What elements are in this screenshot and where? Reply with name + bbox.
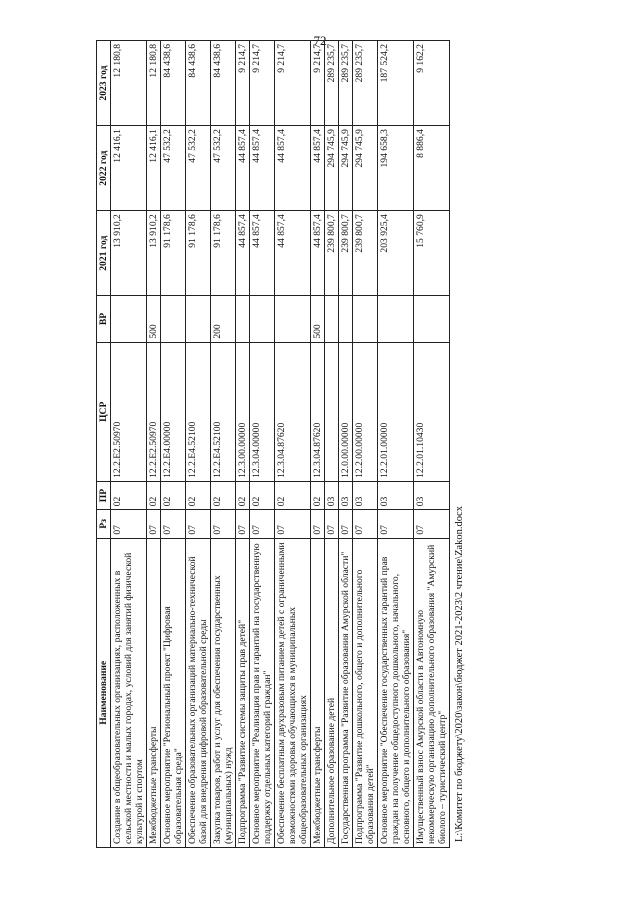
cell-2022: 47 532,2 xyxy=(161,126,186,211)
table-row xyxy=(186,41,211,848)
cell-pr: 03 xyxy=(325,481,339,509)
rotated-content xyxy=(96,40,465,848)
cell-2023: 289 235,7 xyxy=(325,41,339,126)
cell-pr: 02 xyxy=(211,481,236,509)
cell-2021: 44 857,4 xyxy=(311,211,325,296)
cell-pr: 02 xyxy=(111,481,147,509)
table-row xyxy=(161,41,186,848)
header-2023: 2023 год xyxy=(97,41,111,126)
cell-vr xyxy=(250,296,275,342)
cell-2022: 8 886,4 xyxy=(414,126,450,211)
table-row xyxy=(353,41,378,848)
cell-2021: 239 800,7 xyxy=(339,211,353,296)
header-pr: ПР xyxy=(97,481,111,509)
cell-2023: 9 214,7 xyxy=(250,41,275,126)
file-path-footer: L:\Комитет по бюджету\2020\закон\бюджет 2021-2023\2 чтение\Zakon.docx xyxy=(454,506,465,842)
cell-2022: 12 416,1 xyxy=(111,126,147,211)
cell-name: Дополнительное образование детей xyxy=(325,538,339,847)
cell-vr xyxy=(275,296,311,342)
cell-2023: 84 438,6 xyxy=(211,41,236,126)
cell-csr: 12.3.00.00000 xyxy=(236,342,250,481)
cell-2023: 9 214,7 xyxy=(236,41,250,126)
cell-2021: 44 857,4 xyxy=(250,211,275,296)
table-row xyxy=(378,41,414,848)
cell-pr: 02 xyxy=(250,481,275,509)
cell-2023: 9 214,7 xyxy=(275,41,311,126)
cell-pr: 03 xyxy=(414,481,450,509)
cell-2023: 289 235,7 xyxy=(339,41,353,126)
cell-rz: 07 xyxy=(275,510,311,538)
cell-2021: 44 857,4 xyxy=(275,211,311,296)
cell-2021: 91 178,6 xyxy=(211,211,236,296)
cell-2022: 12 416,1 xyxy=(147,126,161,211)
cell-vr xyxy=(414,296,450,342)
cell-vr: 200 xyxy=(211,296,236,342)
cell-vr xyxy=(186,296,211,342)
page-number: 72 xyxy=(313,33,327,48)
cell-2022: 294 745,9 xyxy=(339,126,353,211)
cell-2022: 44 857,4 xyxy=(311,126,325,211)
cell-2021: 44 857,4 xyxy=(236,211,250,296)
cell-name: Государственная программа "Развитие образования Амурской области" xyxy=(339,538,353,847)
budget-table xyxy=(96,40,450,848)
cell-name: Основное мероприятие "Обеспечение государственных гарантий прав граждан на получение общедоступного дошкольного, начального, основного, общего и дополнительного образования" xyxy=(378,538,414,847)
cell-csr: 12.0.00.00000 xyxy=(339,342,353,481)
cell-2021: 239 800,7 xyxy=(353,211,378,296)
cell-name: Основное мероприятие "Реализация прав и гарантий на государственную поддержку отдельных категорий граждан" xyxy=(250,538,275,847)
cell-csr: 12.2.E4.52100 xyxy=(186,342,211,481)
cell-name: Закупка товаров, работ и услуг для обеспечения государственных (муниципальных) нужд xyxy=(211,538,236,847)
cell-rz: 07 xyxy=(378,510,414,538)
table-row xyxy=(147,41,161,848)
cell-csr: 12.2.00.00000 xyxy=(353,342,378,481)
cell-2021: 13 910,2 xyxy=(111,211,147,296)
cell-csr: 12.3.04.00000 xyxy=(250,342,275,481)
header-csr: ЦСР xyxy=(97,342,111,481)
cell-pr: 02 xyxy=(236,481,250,509)
cell-2022: 294 745,9 xyxy=(325,126,339,211)
cell-name: Обеспечение бесплатным двухразовым питанием детей с ограниченными возможностями здоровья обучающихся в муниципальных общеобразовательных организациях xyxy=(275,538,311,847)
table-row xyxy=(339,41,353,848)
cell-rz: 07 xyxy=(186,510,211,538)
cell-2022: 47 532,2 xyxy=(211,126,236,211)
table-row xyxy=(414,41,450,848)
cell-rz: 07 xyxy=(250,510,275,538)
cell-2021: 203 925,4 xyxy=(378,211,414,296)
cell-name: Межбюджетные трансферты xyxy=(147,538,161,847)
cell-rz: 07 xyxy=(339,510,353,538)
cell-vr xyxy=(111,296,147,342)
cell-2022: 44 857,4 xyxy=(275,126,311,211)
cell-vr xyxy=(161,296,186,342)
cell-name: Создание в общеобразовательных организациях, расположенных в сельской местности и малых городах, условий для занятий физической культурой и спортом xyxy=(111,538,147,847)
cell-csr: 12.2.01.10430 xyxy=(414,342,450,481)
cell-2021: 91 178,6 xyxy=(186,211,211,296)
cell-vr xyxy=(339,296,353,342)
table-row xyxy=(236,41,250,848)
cell-vr xyxy=(325,296,339,342)
cell-rz: 07 xyxy=(147,510,161,538)
cell-2021: 13 910,2 xyxy=(147,211,161,296)
cell-2021: 239 800,7 xyxy=(325,211,339,296)
cell-2023: 84 438,6 xyxy=(186,41,211,126)
cell-2023: 9 214,7 xyxy=(311,41,325,126)
cell-rz: 07 xyxy=(325,510,339,538)
cell-rz: 07 xyxy=(111,510,147,538)
cell-csr: 12.3.04.87620 xyxy=(311,342,325,481)
cell-pr: 03 xyxy=(378,481,414,509)
cell-vr: 500 xyxy=(147,296,161,342)
cell-name: Подпрограмма "Развитие дошкольного, общего и дополнительного образования детей" xyxy=(353,538,378,847)
cell-name: Межбюджетные трансферты xyxy=(311,538,325,847)
cell-pr: 02 xyxy=(161,481,186,509)
cell-rz: 07 xyxy=(414,510,450,538)
table-body xyxy=(111,41,450,848)
cell-pr: 02 xyxy=(147,481,161,509)
table-header-row xyxy=(97,41,111,848)
cell-pr: 03 xyxy=(339,481,353,509)
cell-rz: 07 xyxy=(311,510,325,538)
cell-2023: 84 438,6 xyxy=(161,41,186,126)
cell-csr: 12.2.E4.00000 xyxy=(161,342,186,481)
cell-pr: 02 xyxy=(275,481,311,509)
cell-csr: 12.2.E2.50970 xyxy=(147,342,161,481)
header-rz: Рз xyxy=(97,510,111,538)
cell-name: Имущественный взнос Амурской области в Автономную некоммерческую организацию дополнительного образования "Амурский биолого – туристический центр" xyxy=(414,538,450,847)
cell-2022: 44 857,4 xyxy=(250,126,275,211)
table-row xyxy=(211,41,236,848)
header-2021: 2021 год xyxy=(97,211,111,296)
cell-2023: 12 180,8 xyxy=(111,41,147,126)
cell-pr: 02 xyxy=(186,481,211,509)
table-row xyxy=(311,41,325,848)
cell-rz: 07 xyxy=(236,510,250,538)
cell-rz: 07 xyxy=(211,510,236,538)
cell-vr: 500 xyxy=(311,296,325,342)
cell-name: Основное мероприятие "Региональный проект "Цифровая образовательная среда" xyxy=(161,538,186,847)
cell-2023: 187 524,2 xyxy=(378,41,414,126)
table-row xyxy=(275,41,311,848)
cell-csr: 12.2.E4.52100 xyxy=(211,342,236,481)
cell-csr: 12.3.04.87620 xyxy=(275,342,311,481)
cell-2023: 289 235,7 xyxy=(353,41,378,126)
cell-2021: 15 760,9 xyxy=(414,211,450,296)
table-row xyxy=(325,41,339,848)
cell-pr: 02 xyxy=(311,481,325,509)
cell-pr: 03 xyxy=(353,481,378,509)
cell-2023: 12 180,8 xyxy=(147,41,161,126)
cell-csr: 12.2.E2.50970 xyxy=(111,342,147,481)
table-row xyxy=(111,41,147,848)
header-vr: ВР xyxy=(97,296,111,342)
cell-vr xyxy=(378,296,414,342)
cell-rz: 07 xyxy=(353,510,378,538)
cell-vr xyxy=(353,296,378,342)
header-name: Наименование xyxy=(97,538,111,847)
cell-2022: 194 658,3 xyxy=(378,126,414,211)
cell-2022: 44 857,4 xyxy=(236,126,250,211)
cell-2022: 294 745,9 xyxy=(353,126,378,211)
cell-vr xyxy=(236,296,250,342)
cell-csr: 12.2.01.00000 xyxy=(378,342,414,481)
cell-name: Подпрограмма "Развитие системы защиты прав детей" xyxy=(236,538,250,847)
cell-name: Обеспечение образовательных организаций материально-технической базой для внедрения цифровой образовательной среды xyxy=(186,538,211,847)
cell-2022: 47 532,2 xyxy=(186,126,211,211)
table-row xyxy=(250,41,275,848)
header-2022: 2022 год xyxy=(97,126,111,211)
cell-2021: 91 178,6 xyxy=(161,211,186,296)
cell-rz: 07 xyxy=(161,510,186,538)
cell-2023: 9 162,2 xyxy=(414,41,450,126)
cell-csr xyxy=(325,342,339,481)
